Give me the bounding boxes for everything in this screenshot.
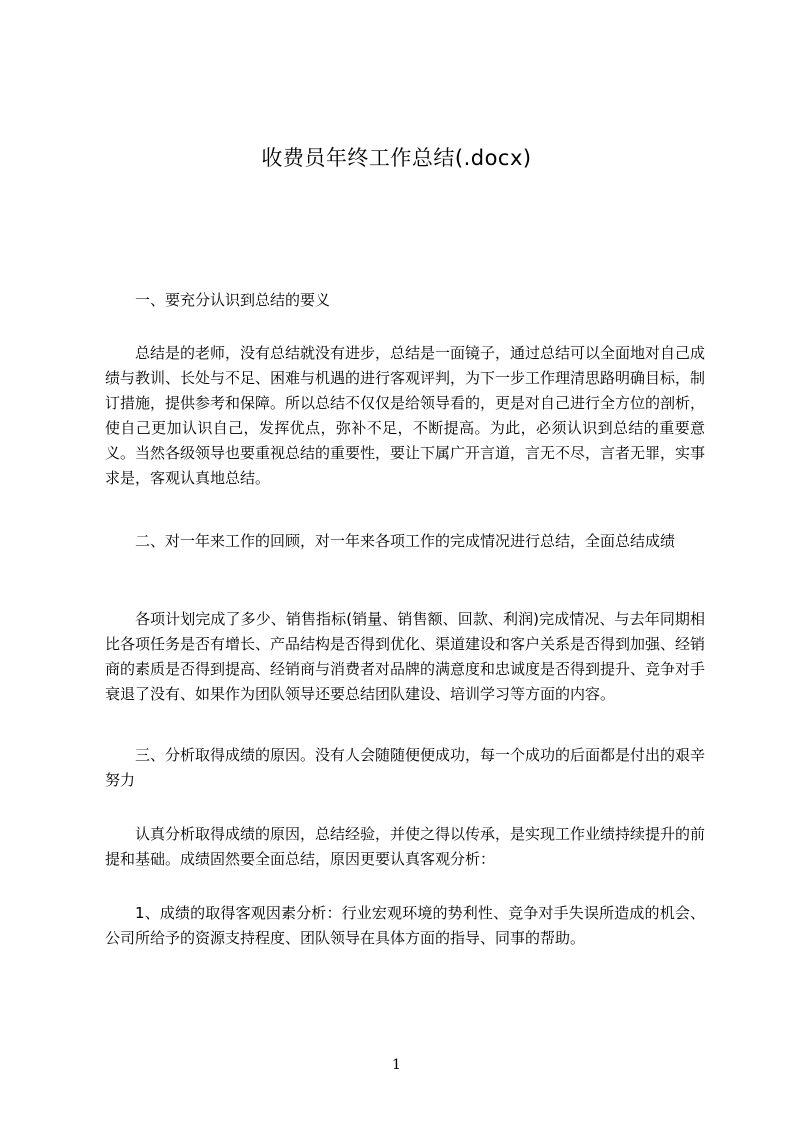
list-item-1: 1、成绩的取得客观因素分析：行业宏观环境的势利性、竞争对手失误所造成的机会、公司所给予的资源支持程度、团队领导在具体方面的指导、同事的帮助。	[105, 904, 705, 947]
section-heading-2: 二、对一年来工作的回顾，对一年来各项工作的完成情况进行总结，全面总结成绩	[135, 532, 676, 550]
page-number: 1	[392, 1057, 401, 1073]
paragraph-1: 总结是的老师，没有总结就没有进步，总结是一面镜子，通过总结可以全面地对自己成绩与教训、长处与不足、困难与机遇的进行客观评判，为下一步工作理清思路明确目标，制订措施，提供参考和保障。所以总结不仅仅是给领导看的，更是对自己进行全方位的剖析，使自己更加认识自己，发挥优点，弥补不足，不断提高。为此，必须认识到总结的重要意义。当然各级领导也要重视总结的重要性，要让下属广开言道，言无不尽，言者无罪，实事求是，客观认真地总结。	[105, 344, 706, 487]
section-heading-1: 一、要充分认识到总结的要义	[135, 291, 331, 309]
paragraph-2: 各项计划完成了多少、销售指标(销量、销售额、回款、利润)完成情况、与去年同期相比各项任务是否有增长、产品结构是否得到优化、渠道建设和客户关系是否得到加强、经销商的素质是否得到提高、经销商与消费者对品牌的满意度和忠诚度是否得到提升、竞争对手衰退了没有、如果作为团队领导还要总结团队建设、培训学习等方面的内容。	[105, 610, 706, 703]
paragraph-3: 认真分析取得成绩的原因，总结经验，并使之得以传承，是实现工作业绩持续提升的前提和基础。成绩固然要全面总结，原因更要认真客观分析：	[105, 825, 706, 868]
document-title: 收费员年终工作总结(.docx)	[261, 146, 532, 170]
section-heading-3: 三、分析取得成绩的原因。没有人会随随便便成功，每一个成功的后面都是付出的艰辛努力	[105, 746, 706, 789]
